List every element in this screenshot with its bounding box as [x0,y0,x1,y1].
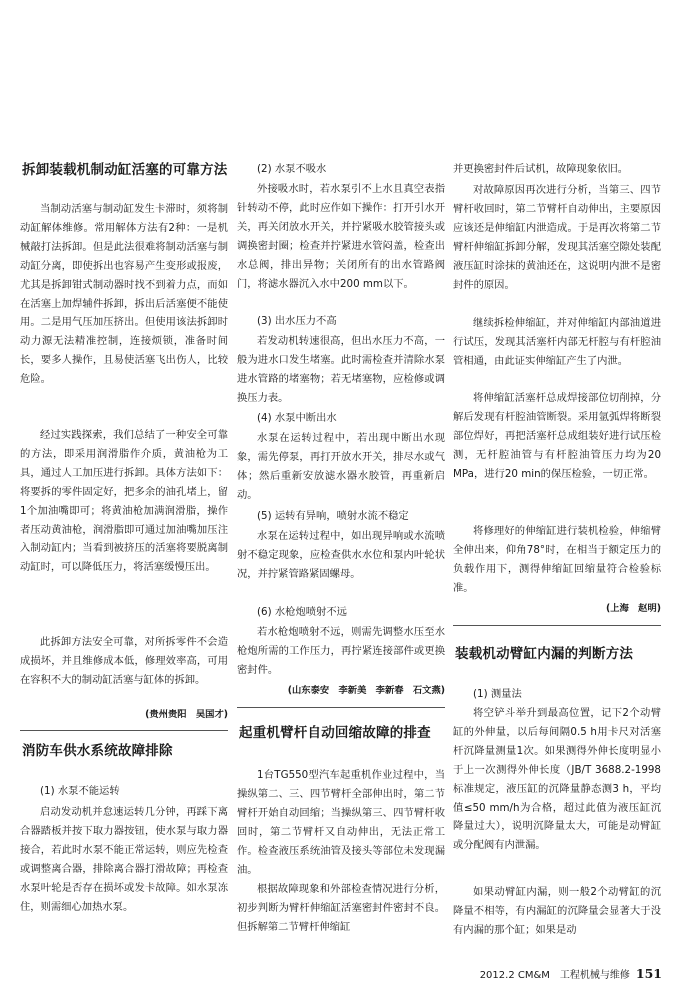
subsection-heading: (5) 运转有异响，喷射水流不稳定 [257,510,409,522]
paragraph: 外接吸水时，若水泵引不上水且真空表指针转动不停，此时应作如下操作：打开引水开关，再关闭放水开关，并拧紧吸水胶管接头或调换密封圈；检查并拧紧进水管闷盖，检查出水总阀，排出异物；关闭所有的出水管路阀门，将滤水器沉入水中200 mm以下。 [237,183,445,290]
issue-label: 2012.2 CM&M 工程机械与维修 [479,970,630,981]
paragraph: 如果动臂缸内漏，则一般2个动臂缸的沉降量不相等，有内漏缸的沉降量会显著大于没有内漏的那个缸；如果是动 [453,886,661,936]
paragraph-continued: 并更换密封件后试机，故障现象依旧。 [453,163,629,175]
article-title: 拆卸装载机制动缸活塞的可靠方法 [22,162,228,178]
paragraph: 1台TG550型汽车起重机作业过程中，当操纵第二、三、四节臂杆全部伸出时，第二节臂杆开始自动回缩；当操纵第三、四节臂杆收回时，第二节臂杆又自动伸出，无法正常工作。检查液压系统油管及接头等部位未发现漏油。 [237,769,445,876]
author-credit: (贵州贵阳 吴国才) [145,709,228,720]
paragraph: 水泵在运转过程中，若出现中断出水现象，需先停泵，再打开放水开关，排尽水或气体；然后重新安放滤水器水胶管，再重新启动。 [237,432,445,501]
paragraph: 经过实践探索，我们总结了一种安全可靠的方法，即采用润滑脂作介质，黄油枪为工具，通过人工加压进行拆卸。具体方法如下：将要拆的零件固定好，把多余的油孔堵上，留1个加油嘴即可；将黄油枪加满润滑脂，操作者压动黄油枪，润滑脂即可通过加油嘴加压注入制动缸内；当看到被挤压的活塞将要脱离制动缸时，可以降低压力，将活塞缓慢压出。 [20,429,228,574]
article-title: 起重机臂杆自动回缩故障的排查 [239,725,431,741]
paragraph: 将伸缩缸活塞杆总成焊接部位切削掉，分解后发现有杆腔油管断裂。采用氩弧焊将断裂部位焊好，再把活塞杆总成组装好进行试压检测，无杆腔油管与有杆腔油管压力均为20 MPa，进行20 min的保压检验，一切正常。 [453,392,661,480]
subsection-heading: (6) 水枪炮喷射不远 [257,606,347,618]
subsection-heading: (4) 水泵中断出水 [257,412,337,424]
paragraph: 若发动机转速很高，但出水压力不高，一般为进水口发生堵塞。此时需检查并清除水泵进水管路的堵塞物；若无堵塞物，应检修或调换压力表。 [237,335,445,404]
subsection-heading: (1) 测量法 [473,688,522,700]
article-title: 装载机动臂缸内漏的判断方法 [455,646,634,662]
author-credit: (上海 赵明) [606,603,661,614]
paragraph: 水泵在运转过程中，如出现异响或水流喷射不稳定现象，应检查供水水位和泵内叶轮状况，并拧紧管路紧固螺母。 [237,530,445,580]
paragraph: 将修理好的伸缩缸进行装机检验，伸缩臂全伸出来，仰角78°时，在相当于额定压力的负载作用下，测得伸缩缸回缩量符合检验标准。 [453,525,661,594]
paragraph: 对故障原因再次进行分析，当第三、四节臂杆收回时，第二节臂杆自动伸出，主要原因应该还是伸缩缸内泄造成。于是再次将第二节臂杆伸缩缸拆卸分解，发现其活塞空隙处装配液压缸时涂抹的黄油还在，这说明内泄不是密封件的原因。 [453,184,661,291]
author-credit: (山东泰安 李新美 李新春 石文燕) [287,685,445,696]
paragraph: 将空铲斗举升到最高位置，记下2个动臂缸的外伸量，以后每间隔0.5 h用卡尺对活塞杆沉降量测量1次。如果测得外伸长度明显小于上一次测得外伸长度（JB/T 3688.2-1998标准规定，液压缸的沉降量静态测3 h，平均值≤50 mm/h为合格，超过此值为液压缸沉降量过大），说明沉降量太大，可能是动臂缸或分配阀有内泄漏。 [453,707,661,852]
subsection-heading: (3) 出水压力不高 [257,315,337,327]
article-title: 消防车供水系统故障排除 [22,743,173,759]
paragraph: 继续拆检伸缩缸，并对伸缩缸内部油道进行试压，发现其活塞杆内部无杆腔与有杆腔油管相通，由此证实伸缩缸产生了内泄。 [453,317,661,367]
subsection-heading: (1) 水泵不能运转 [40,785,120,797]
paragraph: 当制动活塞与制动缸发生卡滞时，须将制动缸解体维修。常用解体方法有2种：一是机械敲打法拆卸。但是此法很难将制动活塞与制动缸分离，即使拆出也容易产生变形或报废，尤其是拆卸钳式制动器时找不到着力点，而如在活塞上加焊辅件拆卸，拆出后活塞便不能使用。二是用气压加压挤出。但使用该法拆卸时动力源无法精准控制，连接烦锁，准备时间长，要多人操作，且易使活塞飞出伤人，比较危险。 [20,203,228,386]
paragraph: 此拆卸方法安全可靠，对所拆零件不会造成损坏，并且维修成本低，修理效率高，可用在容积不大的制动缸活塞与缸体的拆卸。 [20,636,228,686]
page-number: 151 [635,966,662,981]
subsection-heading: (2) 水泵不吸水 [257,163,327,175]
paragraph: 根据故障现象和外部检查情况进行分析，初步判断为臂杆伸缩缸活塞密封件密封不良。但拆解第二节臂杆伸缩缸 [237,883,445,933]
section-divider [237,707,445,708]
paragraph: 若水枪炮喷射不远，则需先调整水压至水枪炮所需的工作压力，再拧紧连接部件或更换密封件。 [237,626,445,676]
section-divider [20,730,228,731]
paragraph: 启动发动机并怠速运转几分钟，再踩下离合器踏板并按下取力器按钮，使水泵与取力器接合，若此时水泵不能正常运转，则应先检查或调整离合器，排除离合器打滑故障；再检查水泵叶轮是否存在损坏或发卡故障。如水泵冻住，则需细心加热水泵。 [20,806,228,913]
section-divider [453,625,661,626]
page-footer [480,966,662,981]
